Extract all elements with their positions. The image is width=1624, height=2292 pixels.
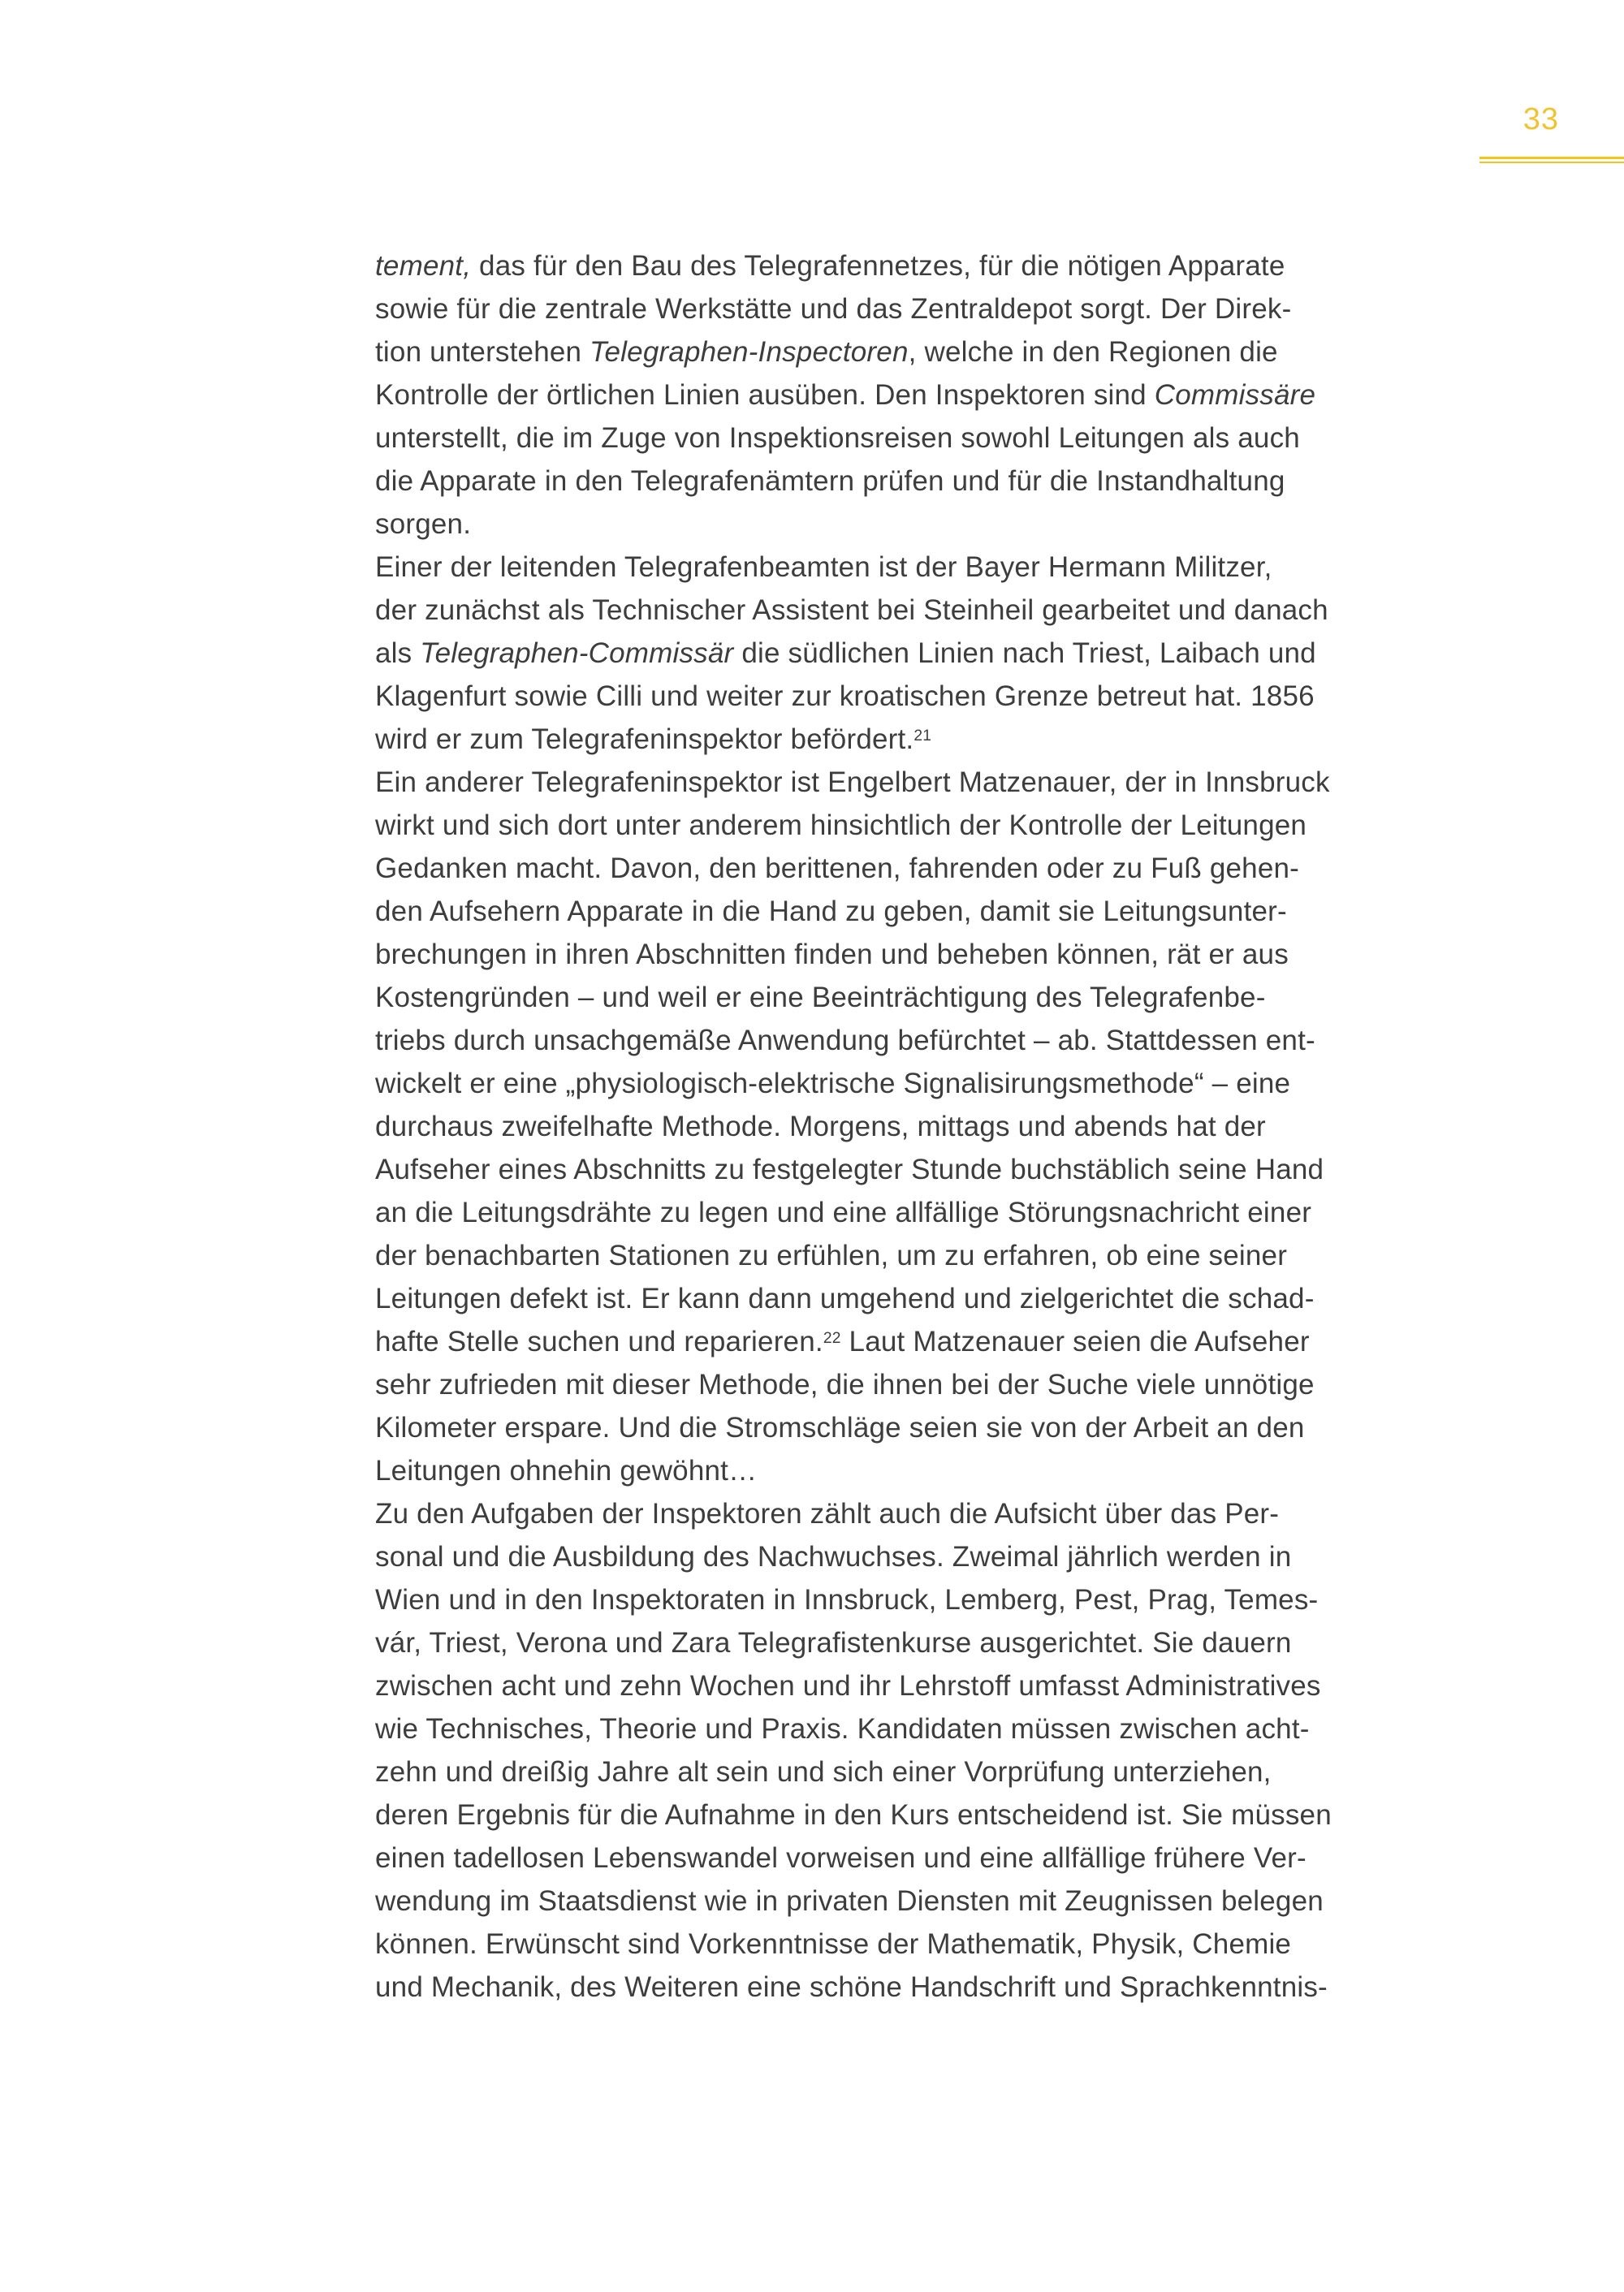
text-line	[375, 890, 1528, 933]
text-run: wie Technisches, Theorie und Praxis. Kandidaten müssen zwischen acht-	[375, 1713, 1310, 1745]
text-line	[375, 1277, 1528, 1320]
text-run: Kilometer erspare. Und die Stromschläge seien sie von der Arbeit an den	[375, 1412, 1305, 1444]
text-run: Klagenfurt sowie Cilli und weiter zur kroatischen Grenze betreut hat. 1856	[375, 680, 1315, 712]
text-line	[375, 1406, 1528, 1449]
footnote-marker: 22	[823, 1330, 841, 1348]
page-text	[375, 244, 1528, 2009]
text-line	[375, 847, 1528, 890]
text-line	[375, 546, 1528, 589]
text-run: und Mechanik, des Weiteren eine schöne Handschrift und Sprachkenntnis-	[375, 1971, 1328, 2003]
text-run: Zu den Aufgaben der Inspektoren zählt auch die Aufsicht über das Per-	[375, 1498, 1280, 1530]
text-line	[375, 675, 1528, 718]
text-run: tion unterstehen	[375, 336, 590, 368]
text-line	[375, 1234, 1528, 1277]
text-run: die Apparate in den Telegrafenämtern prüfen und für die Instandhaltung	[375, 465, 1285, 497]
text-run: Ein anderer Telegrafeninspektor ist Engelbert Matzenauer, der in Innsbruck	[375, 766, 1330, 798]
text-run: Kontrolle der örtlichen Linien ausüben. Den Inspektoren sind	[375, 379, 1155, 411]
text-run: als	[375, 637, 421, 669]
text-run: unterstellt, die im Zuge von Inspektionsreisen sowohl Leitungen als auch	[375, 422, 1300, 454]
text-run: Leitungen defekt ist. Er kann dann umgehend und zielgerichtet die schad-	[375, 1283, 1315, 1314]
text-run: der benachbarten Stationen zu erfühlen, um zu erfahren, ob eine seiner	[375, 1240, 1288, 1271]
text-run: zwischen acht und zehn Wochen und ihr Lehrstoff umfasst Administratives	[375, 1670, 1321, 1702]
text-line	[375, 1062, 1528, 1105]
text-run: sorgen.	[375, 508, 472, 540]
text-run: Leitungen ohnehin gewöhnt…	[375, 1455, 758, 1487]
text-run: Aufseher eines Abschnitts zu festgelegter Stunde buchstäblich seine Hand	[375, 1154, 1324, 1185]
text-line	[375, 718, 1528, 761]
text-run: Kostengründen – und weil er eine Beeinträchtigung des Telegrafenbe-	[375, 982, 1266, 1013]
text-run: , welche in den Regionen die	[908, 336, 1278, 368]
text-line	[375, 1148, 1528, 1191]
text-run: den Aufsehern Apparate in die Hand zu geben, damit sie Leitungsunter-	[375, 896, 1287, 927]
text-run: zehn und dreißig Jahre alt sein und sich einer Vorprüfung unterziehen,	[375, 1756, 1272, 1788]
text-line	[375, 589, 1528, 632]
page-number: 33	[1522, 102, 1559, 136]
text-run: sowie für die zentrale Werkstätte und das Zentraldepot sorgt. Der Direk-	[375, 293, 1292, 325]
text-line	[375, 933, 1528, 976]
text-line	[375, 1535, 1528, 1578]
text-line	[375, 1664, 1528, 1707]
text-line	[375, 1320, 1528, 1363]
text-line	[375, 1105, 1528, 1148]
text-run: wendung im Staatsdienst wie in privaten Diensten mit Zeugnissen belegen	[375, 1885, 1324, 1917]
text-run: deren Ergebnis für die Aufnahme in den Kurs entscheidend ist. Sie müssen	[375, 1799, 1332, 1831]
text-run: das für den Bau des Telegrafennetzes, für die nötigen Apparate	[471, 250, 1285, 282]
text-run: sehr zufrieden mit dieser Methode, die ihnen bei der Suche viele unnötige	[375, 1369, 1315, 1401]
italic-text-run: Telegraphen-Inspectoren	[590, 336, 909, 368]
text-run: hafte Stelle suchen und reparieren.	[375, 1326, 823, 1358]
text-run: sonal und die Ausbildung des Nachwuchses. Zweimal jährlich werden in	[375, 1541, 1292, 1573]
text-run: Gedanken macht. Davon, den berittenen, fahrenden oder zu Fuß gehen-	[375, 852, 1300, 884]
text-line	[375, 1880, 1528, 1923]
text-run: durchaus zweifelhafte Methode. Morgens, mittags und abends hat der	[375, 1111, 1266, 1142]
text-line	[375, 330, 1528, 373]
text-run: an die Leitungsdrähte zu legen und eine allfällige Störungsnachricht einer	[375, 1197, 1312, 1228]
text-run: wirkt und sich dort unter anderem hinsichtlich der Kontrolle der Leitungen	[375, 809, 1307, 841]
text-line	[375, 804, 1528, 847]
italic-text-run: tement,	[375, 250, 472, 282]
text-line	[375, 1363, 1528, 1406]
text-line	[375, 1923, 1528, 1966]
text-run: wickelt er eine „physiologisch-elektrische Signalisirungsmethode“ – eine	[375, 1068, 1291, 1099]
text-line	[375, 244, 1528, 287]
text-line	[375, 1750, 1528, 1793]
text-line	[375, 373, 1528, 417]
text-line	[375, 1492, 1528, 1535]
text-line	[375, 1966, 1528, 2009]
text-line	[375, 1837, 1528, 1880]
italic-text-run: Telegraphen-Commissär	[420, 637, 734, 669]
header-rule	[1479, 157, 1624, 163]
text-run: einen tadellosen Lebenswandel vorweisen und eine allfällige frühere Ver-	[375, 1842, 1307, 1874]
text-run: der zunächst als Technischer Assistent bei Steinheil gearbeitet und danach	[375, 594, 1328, 626]
text-line	[375, 1449, 1528, 1492]
text-line	[375, 287, 1528, 330]
text-run: Laut Matzenauer seien die Aufseher	[840, 1326, 1310, 1358]
text-line	[375, 1793, 1528, 1837]
text-run: triebs durch unsachgemäße Anwendung befürchtet – ab. Stattdessen ent-	[375, 1025, 1315, 1056]
text-line	[375, 1621, 1528, 1664]
text-line	[375, 417, 1528, 460]
text-line	[375, 503, 1528, 546]
text-run: wird er zum Telegrafeninspektor befördert.	[375, 723, 914, 755]
text-line	[375, 761, 1528, 804]
text-run: vár, Triest, Verona und Zara Telegrafistenkurse ausgerichtet. Sie dauern	[375, 1627, 1292, 1659]
text-line	[375, 1191, 1528, 1234]
text-run: können. Erwünscht sind Vorkenntnisse der Mathematik, Physik, Chemie	[375, 1928, 1292, 1960]
text-line	[375, 1019, 1528, 1062]
text-line	[375, 460, 1528, 503]
text-run: brechungen in ihren Abschnitten finden und beheben können, rät er aus	[375, 939, 1289, 970]
text-line	[375, 1578, 1528, 1621]
footnote-marker: 21	[914, 727, 932, 745]
text-line	[375, 976, 1528, 1019]
text-run: die südlichen Linien nach Triest, Laibach und	[733, 637, 1316, 669]
text-run: Einer der leitenden Telegrafenbeamten ist der Bayer Hermann Militzer,	[375, 551, 1272, 583]
text-line	[375, 632, 1528, 675]
text-run: Wien und in den Inspektoraten in Innsbruck, Lemberg, Pest, Prag, Temes-	[375, 1584, 1319, 1616]
italic-text-run: Commissäre	[1154, 379, 1316, 411]
text-line	[375, 1707, 1528, 1750]
